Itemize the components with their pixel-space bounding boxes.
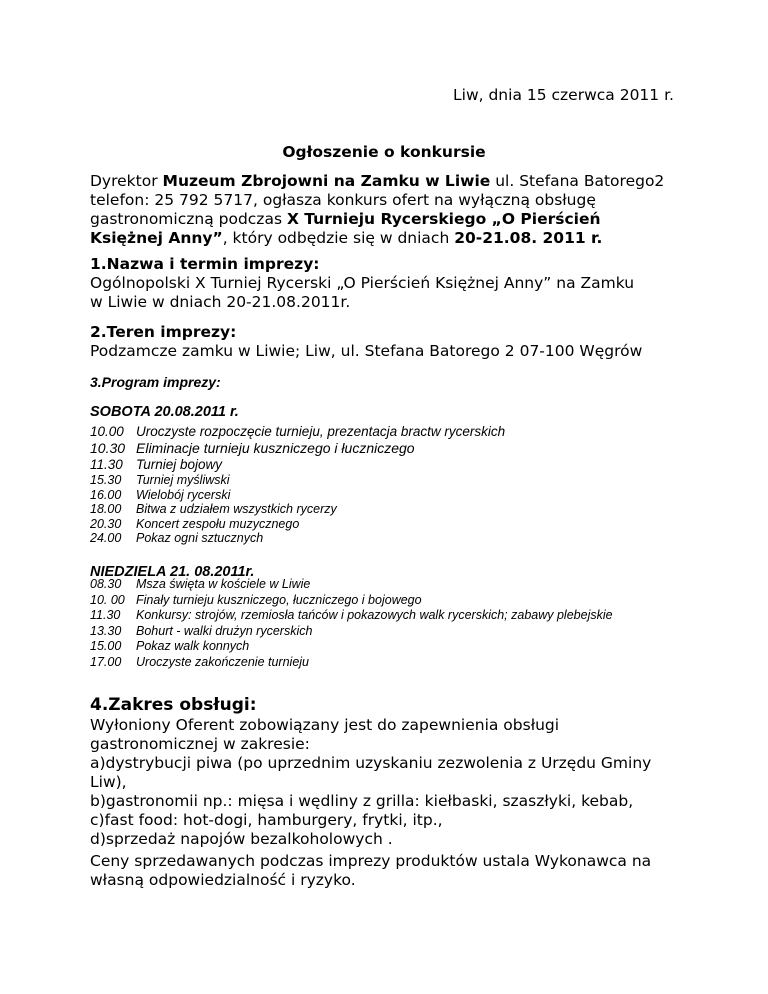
schedule-time: 18.00 [90,502,122,516]
schedule-time: 17.00 [90,654,122,669]
schedule-activity: Konkursy: strojów, rzemiosła tańców i pokazowych walk rycerskich; zabawy plebejskie [136,608,613,622]
section-line: w Liwie w dniach 20-21.08.2011r. [90,293,351,311]
intro-paragraph [90,172,690,248]
prices-paragraph [90,852,710,890]
schedule-time: 24.00 [90,531,122,545]
schedule-activity: Koncert zespołu muzycznego [136,516,300,531]
section-heading: 2.Teren imprezy: [90,323,237,341]
section-event-name [90,255,690,312]
schedule-activity: Msza święta w kościele w Liwie [136,577,311,591]
section-program-heading: 3.Program imprezy: [90,374,221,390]
sunday-schedule [90,577,613,670]
saturday-schedule-row [90,473,505,488]
schedule-activity: Pokaz walk konnych [136,639,250,653]
schedule-activity: Bitwa z udziałem wszystkich rycerzy [136,502,337,516]
sunday-schedule-row [90,624,613,640]
schedule-activity: Wielobój rycerski [136,487,231,502]
section-event-location [90,323,690,361]
saturday-schedule-row [90,488,505,503]
service-scope-line: c)fast food: hot-dogi, hamburgery, frytki, itp., [90,811,443,829]
service-scope-line: b)gastronomii np.: mięsa i wędliny z grilla: kiełbaski, szaszłyki, kebab, [90,792,634,810]
service-scope-line: Liw), [90,773,127,791]
intro-line-4: Księżnej Anny”, który odbędzie się w dniach 20-21.08. 2011 r. [90,229,603,247]
schedule-time: 11.30 [90,457,123,472]
schedule-time: 15.30 [90,473,122,487]
schedule-time: 15.00 [90,639,122,653]
saturday-schedule-row [90,502,505,517]
section-heading: 4.Zakres obsługi: [90,695,257,715]
sunday-schedule-row [90,608,613,624]
schedule-activity: Pokaz ogni sztucznych [136,531,264,545]
prices-line: własną odpowiedzialność i ryzyko. [90,871,356,889]
intro-line-2: telefon: 25 792 5717, ogłasza konkurs ofert na wyłączną obsługę [90,191,596,209]
saturday-schedule-row [90,457,505,473]
schedule-activity: Bohurt - walki drużyn rycerskich [136,623,313,638]
section-line: Ogólnopolski X Turniej Rycerski „O Pierścień Księżnej Anny” na Zamku [90,274,635,292]
service-scope-line: Wyłoniony Oferent zobowiązany jest do zapewnienia obsługi [90,716,560,734]
intro-line-3: gastronomiczną podczas X Turnieju Rycerskiego „O Pierścień [90,210,601,228]
document-title: Ogłoszenie o konkursie [282,143,486,161]
schedule-activity: Eliminacje turnieju kuszniczego i łuczniczego [136,440,415,456]
saturday-schedule-row [90,423,505,440]
schedule-time: 20.30 [90,516,122,531]
saturday-schedule-row [90,531,505,546]
sunday-schedule-row [90,655,613,671]
schedule-time: 10.30 [90,440,126,456]
schedule-activity: Turniej myśliwski [136,473,230,487]
intro-line-1: Dyrektor Muzeum Zbrojowni na Zamku w Liwie ul. Stefana Batorego2 [90,172,665,190]
schedule-time: 11.30 [90,608,121,622]
prices-line: Ceny sprzedawanych podczas imprezy produktów ustala Wykonawca na [90,852,652,870]
section-heading: 1.Nazwa i termin imprezy: [90,255,320,273]
sunday-schedule-row [90,593,613,609]
schedule-activity: Finały turnieju kuszniczego, łuczniczego i bojowego [136,592,422,607]
section-service-scope [90,695,690,849]
sunday-schedule-row [90,577,613,593]
schedule-time: 13.30 [90,623,122,638]
schedule-activity: Turniej bojowy [136,457,223,472]
sunday-heading: NIEDZIELA 21. 08.2011r. [90,564,255,580]
schedule-time: 10.00 [90,424,124,439]
service-scope-line: gastronomicznej w zakresie: [90,735,310,753]
service-scope-line: d)sprzedaż napojów bezalkoholowych . [90,830,393,848]
saturday-schedule-row [90,440,505,457]
sunday-schedule-row [90,639,613,655]
saturday-schedule [90,423,505,546]
section-line: Podzamcze zamku w Liwie; Liw, ul. Stefana Batorego 2 07-100 Węgrów [90,342,643,360]
saturday-heading: SOBOTA 20.08.2011 r. [90,404,239,420]
schedule-time: 16.00 [90,487,122,502]
schedule-activity: Uroczyste zakończenie turnieju [136,654,309,669]
date-line: Liw, dnia 15 czerwca 2011 r. [453,86,674,104]
schedule-time: 10. 00 [90,592,125,607]
schedule-time: 08.30 [90,577,122,591]
schedule-activity: Uroczyste rozpoczęcie turnieju, prezentacja bractw rycerskich [136,424,506,439]
service-scope-line: a)dystrybucji piwa (po uprzednim uzyskaniu zezwolenia z Urzędu Gminy [90,754,652,772]
saturday-schedule-row [90,517,505,532]
